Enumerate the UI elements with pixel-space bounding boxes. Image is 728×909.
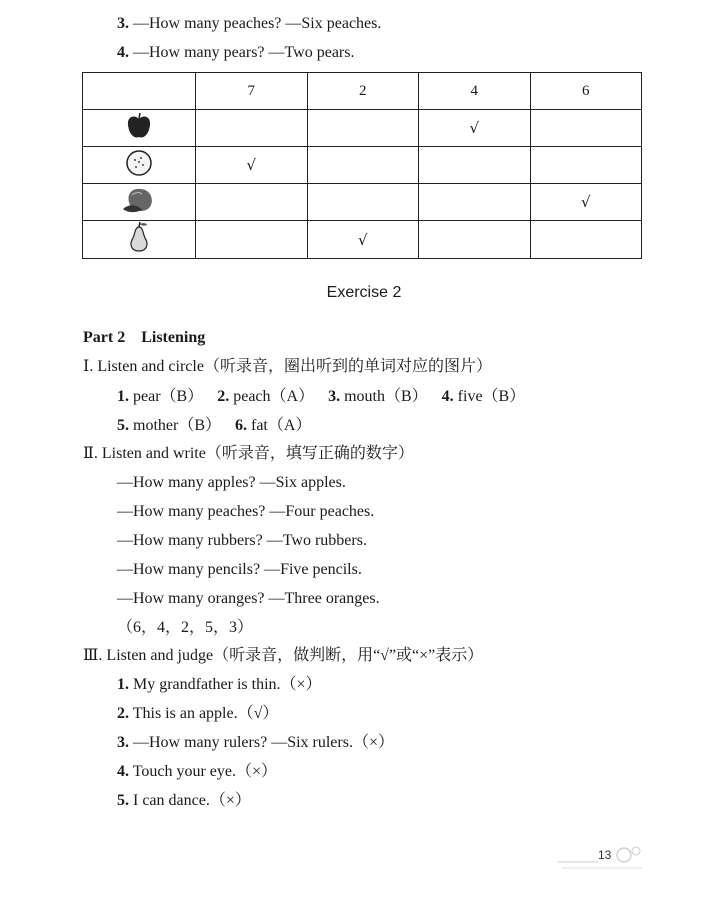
header-cell: 4 (419, 73, 531, 110)
check-cell: √ (419, 110, 531, 147)
table-header-row (83, 73, 642, 110)
section-3-item: 4. Touch your eye.（×） (117, 763, 278, 780)
check-cell (307, 184, 419, 221)
check-cell (307, 110, 419, 147)
check-cell (530, 110, 642, 147)
section-3-item: 1. My grandfather is thin.（×） (117, 676, 322, 693)
section-2-line: —How many apples? —Six apples. (117, 474, 346, 491)
table-row (83, 184, 642, 221)
section-2-line: —How many pencils? —Five pencils. (117, 561, 362, 578)
header-cell: 6 (530, 73, 642, 110)
check-cell (196, 184, 308, 221)
check-cell (307, 147, 419, 184)
check-cell (419, 184, 531, 221)
check-cell: √ (196, 147, 308, 184)
section-2-line: —How many rubbers? —Two rubbers. (117, 532, 367, 549)
header-cell: 2 (307, 73, 419, 110)
page-number-decoration (558, 842, 644, 881)
check-cell: √ (307, 221, 419, 259)
table-row (83, 110, 642, 147)
section-2-line: —How many oranges? —Three oranges. (117, 590, 380, 607)
peach-icon (83, 184, 196, 221)
check-cell (196, 221, 308, 259)
check-cell: √ (530, 184, 642, 221)
section-2-heading: Ⅱ. Listen and write（听录音，填写正确的数字） (83, 445, 414, 462)
section-3-item: 3. —How many rulers? —Six rulers.（×） (117, 734, 394, 751)
page-number: 13 (598, 848, 612, 862)
part-title: Part 2 Listening (83, 329, 206, 346)
check-cell (196, 110, 308, 147)
fruit-count-table (82, 72, 642, 259)
top-line-4: 4. —How many pears? —Two pears. (117, 44, 355, 61)
section-1-heading: Ⅰ. Listen and circle（听录音，圈出听到的单词对应的图片） (83, 358, 492, 375)
check-cell (419, 221, 531, 259)
section-3-item: 2. This is an apple.（√） (117, 705, 279, 722)
exercise-title: Exercise 2 (326, 284, 402, 301)
section-1-row-1: 1. pear（B） 2. peach（A） 3. mouth（B） 4. five（B） (117, 388, 526, 405)
table-corner-cell (83, 73, 196, 110)
pear-icon (83, 221, 196, 259)
section-1-row-2: 5. mother（B） 6. fat（A） (117, 417, 312, 434)
table-row (83, 221, 642, 259)
apple-icon (83, 110, 196, 147)
orange-icon (83, 147, 196, 184)
check-cell (530, 221, 642, 259)
section-3-heading: Ⅲ. Listen and judge（听录音，做判断，用“√”或“×”表示） (83, 647, 484, 664)
section-2-answer: （6，4，2，5，3） (117, 619, 254, 636)
section-3-item: 5. I can dance.（×） (117, 792, 251, 809)
table-row (83, 147, 642, 184)
check-cell (530, 147, 642, 184)
header-cell: 7 (196, 73, 308, 110)
top-line-3: 3. —How many peaches? —Six peaches. (117, 15, 382, 32)
check-cell (419, 147, 531, 184)
section-2-line: —How many peaches? —Four peaches. (117, 503, 375, 520)
